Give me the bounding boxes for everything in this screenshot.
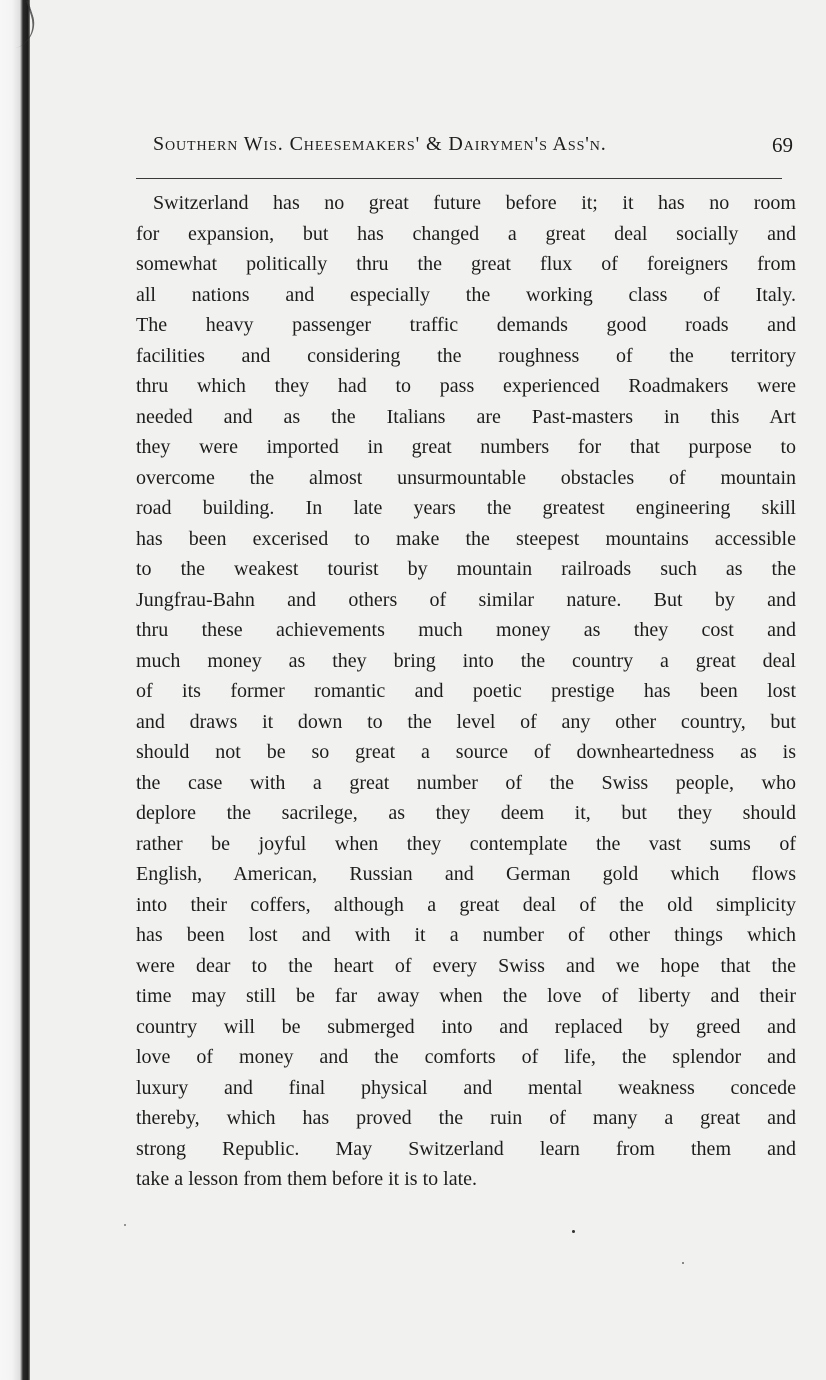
- text-line: deplore the sacrilege, as they deem it, but they should: [136, 802, 796, 824]
- text-line: somewhat politically thru the great flux of foreigners from: [136, 253, 796, 275]
- text-line: should not be so great a source of downheartedness as is: [136, 741, 796, 763]
- text-line: needed and as the Italians are Past-masters in this Art: [136, 405, 796, 428]
- ink-speck: [682, 1262, 684, 1264]
- text-line: to the weakest tourist by mountain railroads such as the: [136, 558, 796, 580]
- text-line: time may still be far away when the love of liberty and their: [136, 985, 796, 1007]
- text-line: rather be joyful when they contemplate the vast sums of: [136, 832, 796, 855]
- text-line: facilities and considering the roughness of the territory: [136, 344, 796, 367]
- text-line: luxury and final physical and mental weakness concede: [136, 1076, 796, 1099]
- text-line: much money as they bring into the country a great deal: [136, 649, 796, 672]
- text-line: road building. In late years the greatest engineering skill: [136, 497, 796, 519]
- text-line: has been lost and with it a number of other things which: [136, 924, 796, 946]
- text-line: strong Republic. May Switzerland learn from them and: [136, 1137, 796, 1160]
- text-line: of its former romantic and poetic prestige has been lost: [136, 680, 796, 702]
- text-line: for expansion, but has changed a great deal socially and: [136, 222, 796, 245]
- text-line: has been excerised to make the steepest mountains accessible: [136, 527, 796, 550]
- text-line: they were imported in great numbers for that purpose to: [136, 436, 796, 458]
- running-head: Southern Wis. Cheesemakers' & Dairymen's Ass'n.: [153, 133, 607, 155]
- text-line: thru which they had to pass experienced Roadmakers were: [136, 375, 796, 397]
- text-line: were dear to the heart of every Swiss and we hope that the: [136, 954, 796, 977]
- text-line: thereby, which has proved the ruin of many a great and: [136, 1107, 796, 1129]
- text-line: The heavy passenger traffic demands good roads and: [136, 314, 796, 336]
- page-number: 69: [772, 133, 793, 157]
- ink-speck: [572, 1230, 575, 1233]
- body-paragraph: [136, 188, 796, 1195]
- text-line: and draws it down to the level of any other country, but: [136, 710, 796, 733]
- text-line: country will be submerged into and replaced by greed and: [136, 1015, 796, 1038]
- text-line: Jungfrau-Bahn and others of similar nature. But by and: [136, 588, 796, 611]
- text-line: into their coffers, although a great deal of the old simplicity: [136, 893, 796, 916]
- text-line: take a lesson from them before it is to late.: [136, 1168, 478, 1190]
- page-header: [153, 132, 793, 164]
- header-rule: [136, 178, 782, 179]
- text-line: thru these achievements much money as they cost and: [136, 619, 796, 641]
- text-line: English, American, Russian and German gold which flows: [136, 863, 796, 885]
- text-line: the case with a great number of the Swiss people, who: [136, 771, 796, 794]
- ink-speck: [124, 1224, 126, 1226]
- text-line: overcome the almost unsurmountable obstacles of mountain: [136, 466, 796, 489]
- text-line: love of money and the comforts of life, the splendor and: [136, 1046, 796, 1068]
- book-gutter: [0, 0, 30, 1380]
- text-line: all nations and especially the working class of Italy.: [136, 283, 796, 306]
- text-line: Switzerland has no great future before it; it has no room: [153, 192, 796, 214]
